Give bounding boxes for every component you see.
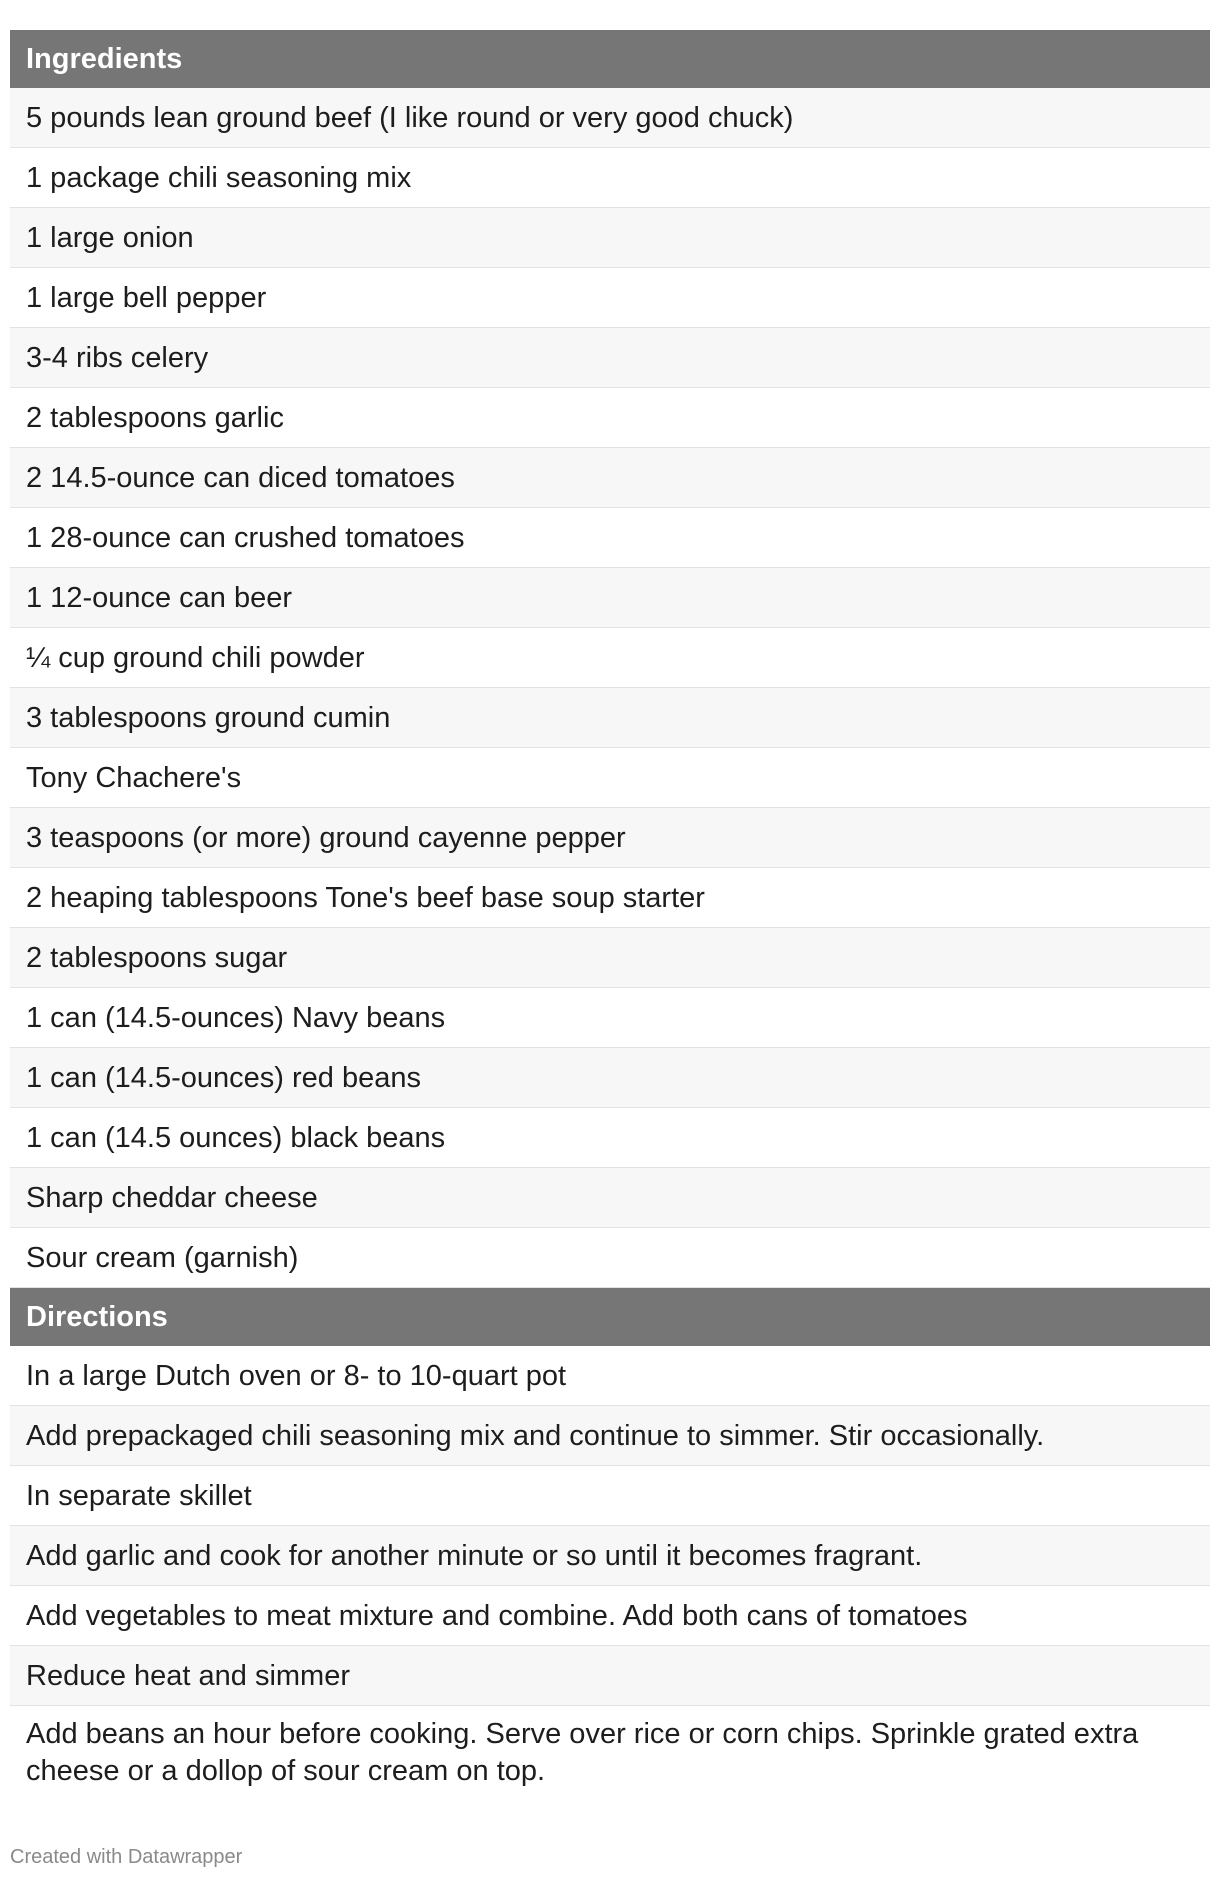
ingredient-row: 2 heaping tablespoons Tone's beef base soup starter (10, 868, 1210, 928)
ingredient-row: 3 teaspoons (or more) ground cayenne pepper (10, 808, 1210, 868)
ingredient-row: 1 large bell pepper (10, 268, 1210, 328)
ingredient-row: 3-4 ribs celery (10, 328, 1210, 388)
direction-row: Reduce heat and simmer (10, 1646, 1210, 1706)
ingredient-row: 1 package chili seasoning mix (10, 148, 1210, 208)
ingredient-row: 2 tablespoons sugar (10, 928, 1210, 988)
direction-row: Add vegetables to meat mixture and combine. Add both cans of tomatoes (10, 1586, 1210, 1646)
ingredient-row: 1 can (14.5 ounces) black beans (10, 1108, 1210, 1168)
direction-row: Add prepackaged chili seasoning mix and continue to simmer. Stir occasionally. (10, 1406, 1210, 1466)
ingredient-row: 1 can (14.5-ounces) red beans (10, 1048, 1210, 1108)
recipe-table (10, 30, 1210, 1796)
ingredient-row: 1 large onion (10, 208, 1210, 268)
direction-row: In separate skillet (10, 1466, 1210, 1526)
ingredients-list (10, 88, 1210, 1288)
ingredient-row: 1 28-ounce can crushed tomatoes (10, 508, 1210, 568)
direction-row: In a large Dutch oven or 8- to 10-quart pot (10, 1346, 1210, 1406)
directions-list (10, 1346, 1210, 1796)
ingredient-row: Sour cream (garnish) (10, 1228, 1210, 1288)
ingredient-row: 1 12-ounce can beer (10, 568, 1210, 628)
ingredients-header: Ingredients (10, 30, 1210, 88)
ingredient-row: 2 tablespoons garlic (10, 388, 1210, 448)
directions-header: Directions (10, 1288, 1210, 1346)
ingredient-row: Tony Chachere's (10, 748, 1210, 808)
ingredient-row: 3 tablespoons ground cumin (10, 688, 1210, 748)
direction-row: Add garlic and cook for another minute or so until it becomes fragrant. (10, 1526, 1210, 1586)
ingredient-row: 5 pounds lean ground beef (I like round or very good chuck) (10, 88, 1210, 148)
direction-row: Add beans an hour before cooking. Serve over rice or corn chips. Sprinkle grated extra cheese or a dollop of sour cream on top. (10, 1706, 1210, 1796)
datawrapper-credit[interactable]: Created with Datawrapper (10, 1846, 243, 1868)
ingredient-row: 2 14.5-ounce can diced tomatoes (10, 448, 1210, 508)
ingredient-row: Sharp cheddar cheese (10, 1168, 1210, 1228)
ingredient-row: 1 can (14.5-ounces) Navy beans (10, 988, 1210, 1048)
ingredient-row: ¼ cup ground chili powder (10, 628, 1210, 688)
